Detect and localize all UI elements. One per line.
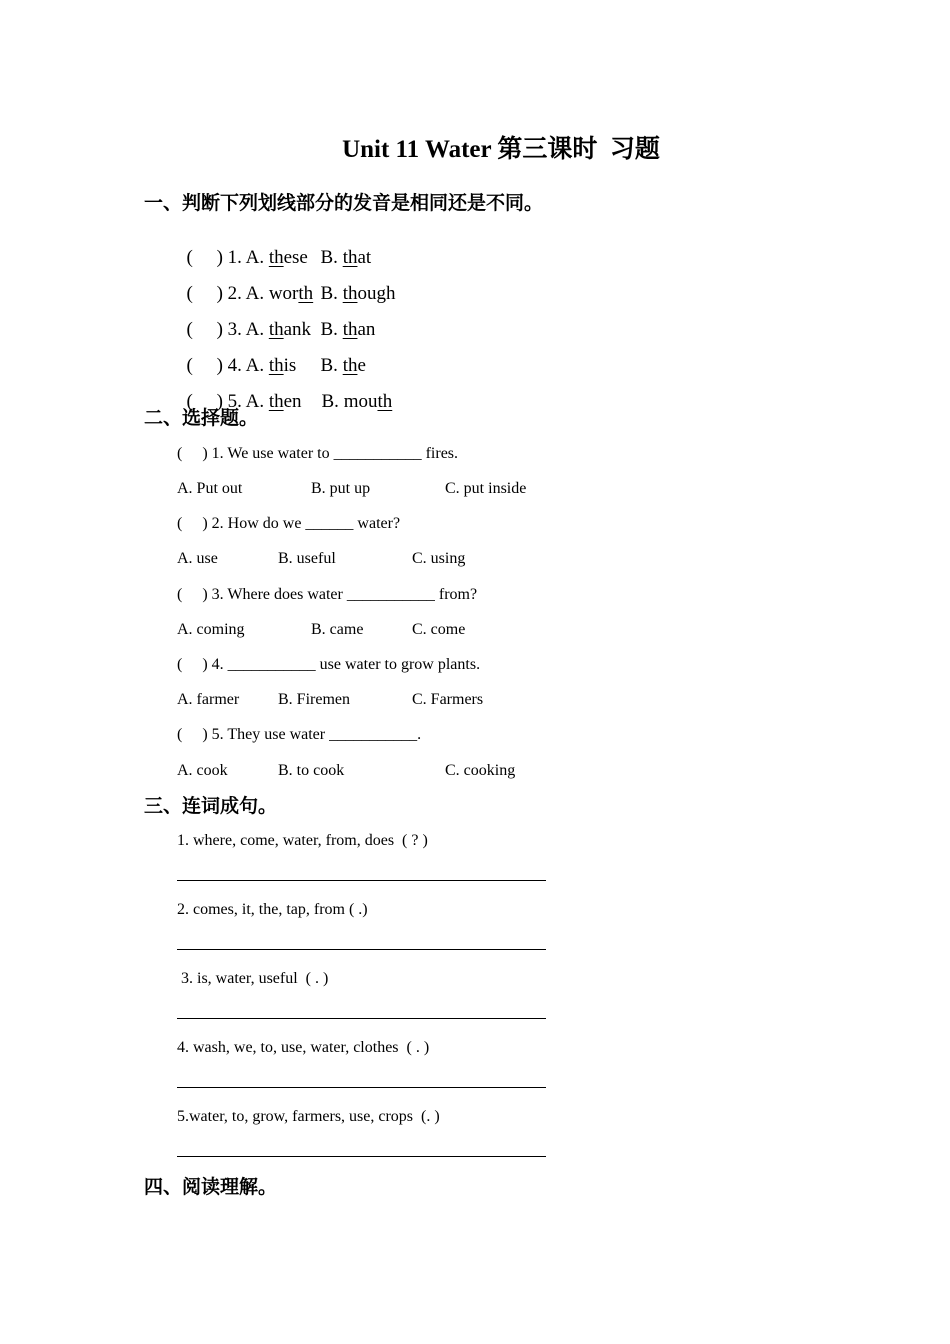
underlined-letters: th	[342, 355, 358, 376]
underlined-letters: th	[342, 283, 358, 304]
word-rest: is	[283, 355, 297, 376]
option-label: B.	[320, 247, 343, 268]
underlined-letters: th	[268, 319, 284, 340]
mc-question-2: ( ) 2. How do we ______ water?	[177, 515, 401, 532]
section4-heading: 四、阅读理解。	[144, 1176, 278, 1198]
word-order-item-5: 5.water, to, grow, farmers, use, crops (. )	[177, 1108, 440, 1125]
phonics-item-5	[177, 373, 302, 411]
word-rest: ese	[283, 247, 308, 268]
mc-question-3: ( ) 3. Where does water ___________ from?	[177, 586, 478, 603]
mc-option-c: C. put inside	[445, 480, 527, 497]
item-prefix: ( ) 4. A.	[186, 355, 269, 376]
underlined-letters: th	[342, 319, 358, 340]
mc-option-a: A. farmer	[177, 691, 240, 708]
item-prefix: ( ) 2. A.	[186, 283, 269, 304]
phonics-item-1-b	[311, 229, 371, 267]
answer-line	[177, 1156, 546, 1157]
answer-line	[177, 1018, 546, 1019]
mc-option-b: B. useful	[278, 550, 336, 567]
mc-option-b: B. to cook	[278, 762, 345, 779]
word-order-item-4: 4. wash, we, to, use, water, clothes ( . )	[177, 1039, 430, 1056]
phonics-item-3-b	[311, 301, 375, 339]
item-prefix: ( ) 5. A.	[186, 391, 269, 412]
underlined-letters: th	[377, 391, 393, 412]
underlined-letters: th	[268, 247, 284, 268]
phonics-item-4	[177, 337, 296, 375]
item-prefix: ( ) 1. A.	[186, 247, 269, 268]
phonics-item-4-b	[311, 337, 366, 375]
mc-option-a: A. Put out	[177, 480, 243, 497]
mc-option-b: B. came	[311, 621, 364, 638]
mc-option-b: B. put up	[311, 480, 371, 497]
mc-question-4: ( ) 4. ___________ use water to grow plants.	[177, 656, 481, 673]
word-pre: wor	[268, 283, 299, 304]
underlined-letters: th	[342, 247, 358, 268]
word-rest: ank	[283, 319, 312, 340]
word-rest: an	[357, 319, 376, 340]
word-rest: ough	[357, 283, 396, 304]
mc-option-a: A. coming	[177, 621, 245, 638]
option-label: B.	[321, 391, 344, 412]
phonics-item-3	[177, 301, 311, 339]
phonics-item-1	[177, 229, 308, 267]
section3-heading: 三、连词成句。	[144, 795, 278, 817]
answer-line	[177, 1087, 546, 1088]
answer-line	[177, 949, 546, 950]
option-label: B.	[320, 319, 343, 340]
underlined-letters: th	[268, 391, 284, 412]
phonics-item-5-b	[312, 373, 392, 411]
word-order-item-1: 1. where, come, water, from, does ( ? )	[177, 832, 428, 849]
word-rest: e	[357, 355, 366, 376]
underlined-letters: th	[298, 283, 314, 304]
underlined-letters: th	[268, 355, 284, 376]
page-title: Unit 11 Water 第三课时 习题	[342, 136, 660, 163]
phonics-item-2-b	[311, 265, 395, 303]
answer-line	[177, 880, 546, 881]
mc-option-c: C. cooking	[445, 762, 516, 779]
word-rest: at	[357, 247, 372, 268]
word-pre: mou	[343, 391, 378, 412]
option-label: B.	[320, 283, 343, 304]
mc-option-b: B. Firemen	[278, 691, 350, 708]
mc-option-c: C. come	[412, 621, 466, 638]
item-prefix: ( ) 3. A.	[186, 319, 269, 340]
mc-option-a: A. use	[177, 550, 218, 567]
mc-option-c: C. using	[412, 550, 466, 567]
mc-question-1: ( ) 1. We use water to ___________ fires.	[177, 445, 459, 462]
mc-option-a: A. cook	[177, 762, 228, 779]
word-order-item-3: 3. is, water, useful ( . )	[177, 970, 329, 987]
section2-heading: 二、选择题。	[144, 407, 259, 429]
mc-question-5: ( ) 5. They use water ___________.	[177, 726, 422, 743]
phonics-item-2	[177, 265, 313, 303]
word-rest: en	[283, 391, 302, 412]
mc-option-c: C. Farmers	[412, 691, 484, 708]
word-order-item-2: 2. comes, it, the, tap, from ( .)	[177, 901, 368, 918]
option-label: B.	[320, 355, 343, 376]
section1-heading: 一、判断下列划线部分的发音是相同还是不同。	[144, 192, 544, 214]
